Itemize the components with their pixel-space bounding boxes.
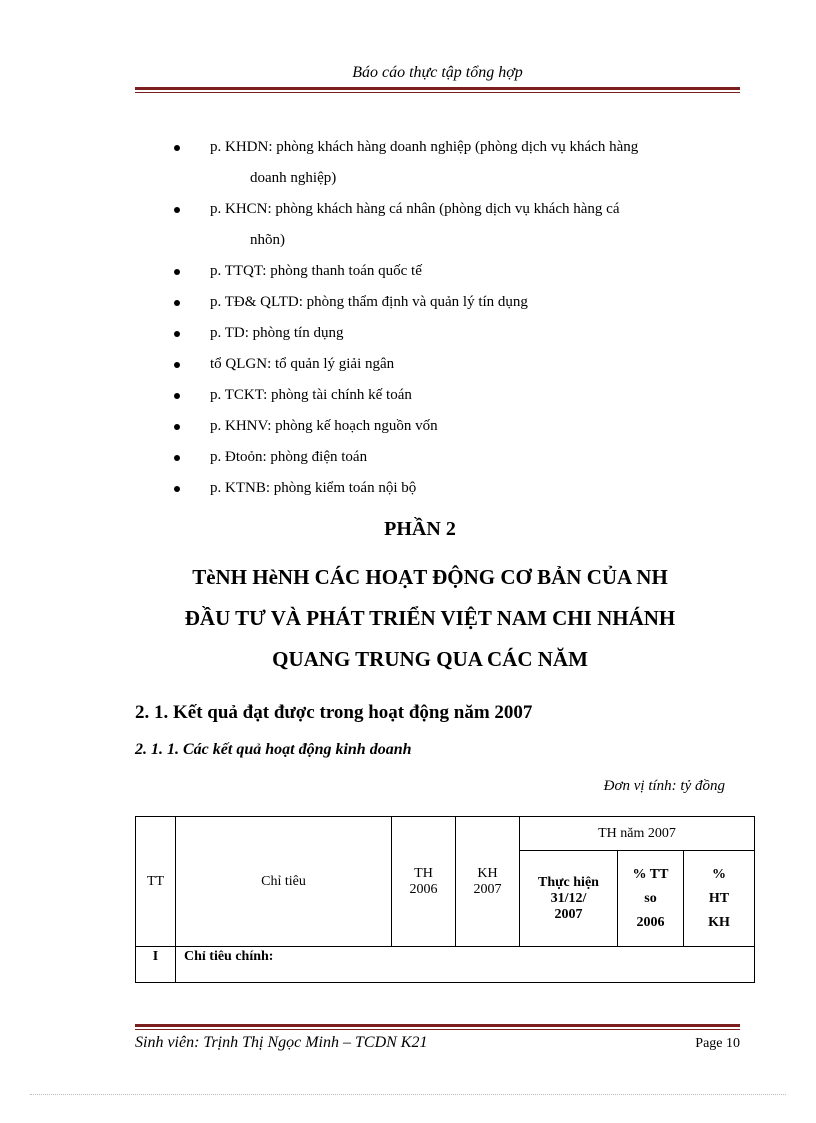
list-item: p. KTNB: phòng kiểm toán nội bộ xyxy=(168,473,740,504)
row-label: Chỉ tiêu chính: xyxy=(176,947,755,983)
header-th2006: TH 2006 xyxy=(392,817,456,947)
header-rule-thin xyxy=(135,92,740,93)
header-thuchien: Thực hiện 31/12/ 2007 xyxy=(520,851,618,947)
part-title-line: QUANG TRUNG QUA CÁC NĂM xyxy=(272,647,588,671)
header-tt-so: % TT so 2006 xyxy=(618,851,684,947)
header-ht: % HT KH xyxy=(684,851,755,947)
unit-note: Đơn vị tính: tỷ đồng xyxy=(603,778,725,794)
subsection-title: 2. 1. 1. Các kết quả hoạt động kinh doanh xyxy=(135,741,412,758)
list-item: p. TCKT: phòng tài chính kế toán xyxy=(168,380,740,411)
bullet-icon xyxy=(174,331,180,337)
list-item: p. TD: phòng tín dụng xyxy=(168,318,740,349)
bullet-icon xyxy=(174,145,180,151)
header-tt: TT xyxy=(136,817,176,947)
bullet-icon xyxy=(174,393,180,399)
bullet-icon xyxy=(174,300,180,306)
bullet-icon xyxy=(174,362,180,368)
part-title xyxy=(110,557,750,680)
header-title: Báo cáo thực tập tổng hợp xyxy=(352,64,523,81)
bullet-icon xyxy=(174,486,180,492)
list-item: p. TĐ& QLTD: phòng thẩm định và quản lý tín dụng xyxy=(168,287,740,318)
row-tt: I xyxy=(136,947,176,983)
footer-rule-thin xyxy=(135,1029,740,1030)
part-title-line: TèNH HèNH CÁC HOẠT ĐỘNG CƠ BẢN CỦA NH xyxy=(192,565,668,589)
footer-rule xyxy=(135,1024,740,1027)
list-item: p. Đtoỏn: phòng điện toán xyxy=(168,442,740,473)
department-list xyxy=(168,132,740,504)
header-rule xyxy=(135,87,740,90)
section-title: 2. 1. Kết quả đạt được trong hoạt động năm 2007 xyxy=(135,702,533,723)
list-item: p. KHNV: phòng kế hoạch nguồn vốn xyxy=(168,411,740,442)
header-kh2007: KH 2007 xyxy=(456,817,520,947)
part-label: PHẦN 2 xyxy=(384,518,456,540)
bullet-icon xyxy=(174,207,180,213)
list-item: p. KHCN: phòng khách hàng cá nhân (phòng dịch vụ khách hàng cá nhõn) xyxy=(168,194,740,256)
footer-student: Sinh viên: Trịnh Thị Ngọc Minh – TCDN K21 xyxy=(135,1034,428,1051)
list-item: p. TTQT: phòng thanh toán quốc tế xyxy=(168,256,740,287)
footer-page-number: Page 10 xyxy=(695,1036,740,1051)
results-table xyxy=(135,816,755,983)
bullet-icon xyxy=(174,269,180,275)
list-item: tổ QLGN: tổ quản lý giải ngân xyxy=(168,349,740,380)
part-title-line: ĐẦU TƯ VÀ PHÁT TRIỂN VIỆT NAM CHI NHÁNH xyxy=(184,606,676,630)
list-item: p. KHDN: phòng khách hàng doanh nghiệp (phòng dịch vụ khách hàng doanh nghiệp) xyxy=(168,132,740,194)
bullet-icon xyxy=(174,455,180,461)
page-break-line xyxy=(30,1094,786,1095)
bullet-icon xyxy=(174,424,180,430)
header-chitieu: Chỉ tiêu xyxy=(176,817,392,947)
header-group-2007: TH năm 2007 xyxy=(520,817,755,851)
table-row xyxy=(136,947,755,983)
